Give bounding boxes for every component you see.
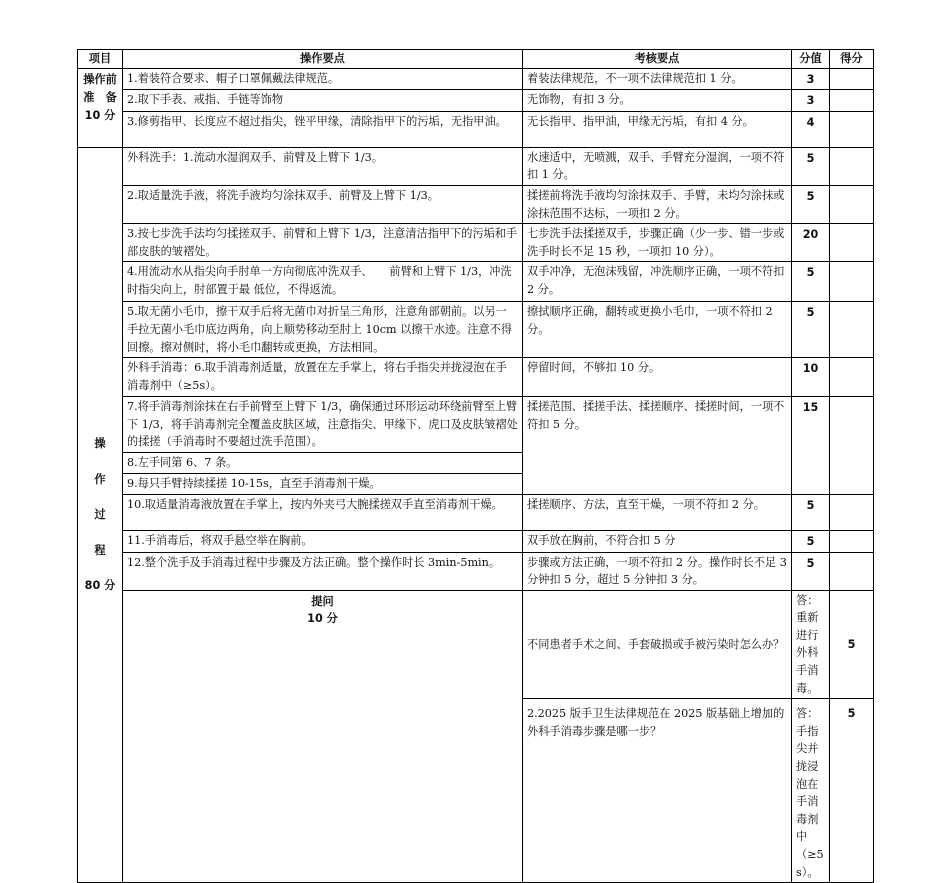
header-exam: 考核要点: [523, 50, 792, 69]
exam-cell: 揉搓范围、揉搓手法、揉搓顺序、揉搓时间，一项不符扣 5 分。: [523, 397, 792, 495]
section-process: [78, 147, 123, 882]
op-cell: 不同患者手术之间、手套破损或手被污染时怎么办？: [523, 590, 792, 699]
got-cell: [830, 262, 874, 302]
got-cell: [830, 111, 874, 147]
table-row: [78, 68, 874, 90]
table-row: [78, 90, 874, 112]
got-cell: [830, 552, 874, 590]
header-ops: 操作要点: [123, 50, 523, 69]
op-cell: 3.修剪指甲、长度应不超过指尖，锉平甲缘，清除指甲下的污垢，无指甲油。: [123, 111, 523, 147]
section-process-char: 操: [94, 437, 106, 450]
exam-cell: 答：重新进行外科手消毒。: [792, 590, 830, 699]
section-process-score: 80 分: [84, 579, 116, 593]
op-cell: 5.取无菌小毛巾，擦干双手后将无菌巾对折呈三角形，注意角部朝前。以另一手拉无菌小毛巾底边两角，向上顺势移动至肘上 10cm 以擦干水迹。注意不得回擦。擦对侧时，将小毛巾翻转或更换，方法相同。: [123, 302, 523, 358]
op-cell: 外科手消毒：6.取手消毒剂适量，放置在左手掌上，将右手指尖并拢浸泡在手消毒剂中（≥5s）。: [123, 358, 523, 397]
op-cell: 1.着装符合要求、帽子口罩佩戴法律规范。: [123, 68, 523, 90]
table-row: [78, 111, 874, 147]
score-cell: 5: [792, 147, 830, 185]
op-cell: 4.用流动水从指尖向手肘单一方向彻底冲洗双手、 前臂和上臂下 1/3，冲洗时指尖向上，肘部置于最 低位，不得返流。: [123, 262, 523, 302]
op-cell: 外科洗手：1.流动水湿润双手、前臂及上臂下 1/3。: [123, 147, 523, 185]
section-prep-line2: 准 备: [83, 90, 117, 104]
exam-cell: 擦拭顺序正确，翻转或更换小毛巾，一项不符扣 2 分。: [523, 302, 792, 358]
exam-cell: 无长指甲、指甲油，甲缘无污垢，有扣 4 分。: [523, 111, 792, 147]
op-cell: 2.取下手表、戒指、手链等饰物: [123, 90, 523, 112]
exam-cell: 无饰物，有扣 3 分。: [523, 90, 792, 112]
header-row: [78, 50, 874, 69]
score-cell: 5: [830, 699, 874, 883]
op-cell: 2.取适量洗手液，将洗手液均匀涂抹双手、前臂及上臂下 1/3。: [123, 185, 523, 223]
got-cell: [830, 302, 874, 358]
exam-cell: 步骤或方法正确，一项不符扣 2 分。操作时长不足 3 分钟扣 5 分，超过 5 分钟扣 3 分。: [523, 552, 792, 590]
exam-cell: 揉搓前将洗手液均匀涂抹双手、手臂，未均匀涂抹或涂抹范围不达标，一项扣 2 分。: [523, 185, 792, 223]
section-question-line1: 提问: [311, 594, 334, 608]
header-item: 项目: [78, 50, 123, 69]
score-cell: 20: [792, 224, 830, 262]
table-row: [78, 302, 874, 358]
got-cell: [830, 224, 874, 262]
op-cell: 7.将手消毒剂涂抹在右手前臂至上臂下 1/3，确保通过环形运动环绕前臂至上臂下 1/3，将手消毒剂完全覆盖皮肤区域，注意指尖、甲缘下、虎口及皮肤皱褶处的揉搓（手消毒时不要超过洗手范围）。: [123, 397, 523, 453]
assessment-sheet: [77, 49, 873, 883]
table-row: [78, 530, 874, 552]
table-row: [78, 224, 874, 262]
score-cell: 4: [792, 111, 830, 147]
exam-cell: 双手冲净，无泡沫残留，冲洗顺序正确，一项不符扣 2 分。: [523, 262, 792, 302]
header-got: 得分: [830, 50, 874, 69]
score-cell: 15: [792, 397, 830, 495]
exam-cell: 七步洗手法揉搓双手，步骤正确（少一步、错一步或洗手时长不足 15 秒，一项扣 10 分）。: [523, 224, 792, 262]
section-process-char: 作: [94, 472, 106, 486]
table-row: [78, 262, 874, 302]
table-row: [78, 185, 874, 223]
op-cell: 9.每只手臂持续揉搓 10-15s，直至手消毒剂干燥。: [123, 473, 523, 494]
table-row: [78, 494, 874, 530]
exam-cell: 着装法律规范，不一项不法律规范扣 1 分。: [523, 68, 792, 90]
exam-cell: 停留时间，不够扣 10 分。: [523, 358, 792, 397]
assessment-table: [77, 49, 874, 883]
table-row: [78, 397, 874, 453]
table-row: [78, 147, 874, 185]
got-cell: [830, 90, 874, 112]
section-process-char: 过: [94, 508, 106, 522]
table-row: [78, 358, 874, 397]
got-cell: [830, 397, 874, 495]
got-cell: [830, 185, 874, 223]
exam-cell: 揉搓顺序、方法，直至干燥，一项不符扣 2 分。: [523, 494, 792, 530]
op-cell: 8.左手同第 6、7 条。: [123, 452, 523, 473]
got-cell: [830, 358, 874, 397]
score-cell: 5: [792, 552, 830, 590]
op-cell: 3.按七步洗手法均匀揉搓双手、前臂和上臂下 1/3，注意清洁指甲下的污垢和手部皮肤的皱褶处。: [123, 224, 523, 262]
score-cell: 5: [792, 302, 830, 358]
score-cell: 10: [792, 358, 830, 397]
exam-cell: 答：手指尖并拢浸泡在手消毒剂中（≥5s）。: [792, 699, 830, 883]
score-cell: 5: [792, 185, 830, 223]
score-cell: 5: [792, 494, 830, 530]
exam-cell: 双手放在胸前，不符合扣 5 分: [523, 530, 792, 552]
section-prep: [78, 68, 123, 147]
table-row: [78, 552, 874, 590]
exam-cell: 水速适中，无喷溅，双手、手臂充分湿润，一项不符扣 1 分。: [523, 147, 792, 185]
got-cell: [830, 147, 874, 185]
table-row: [78, 590, 874, 699]
score-cell: 3: [792, 68, 830, 90]
section-question: [123, 590, 523, 883]
op-cell: 12.整个洗手及手消毒过程中步骤及方法正确。整个操作时长 3min-5min。: [123, 552, 523, 590]
header-score: 分值: [792, 50, 830, 69]
got-cell: [830, 494, 874, 530]
got-cell: [830, 530, 874, 552]
section-question-line2: 10 分: [307, 612, 338, 626]
section-process-char: 程: [94, 543, 106, 557]
op-cell: 2.2025 版手卫生法律规范在 2025 版基础上增加的外科手消毒步骤是哪一步？: [523, 699, 792, 883]
section-prep-line1: 操作前: [83, 72, 117, 86]
score-cell: 5: [830, 590, 874, 699]
score-cell: 5: [792, 530, 830, 552]
op-cell: 11.手消毒后，将双手悬空举在胸前。: [123, 530, 523, 552]
got-cell: [830, 68, 874, 90]
op-cell: 10.取适量消毒液放置在手掌上，按内外夹弓大腕揉搓双手直至消毒剂干燥。: [123, 494, 523, 530]
section-prep-line3: 10 分: [84, 108, 116, 122]
score-cell: 5: [792, 262, 830, 302]
score-cell: 3: [792, 90, 830, 112]
